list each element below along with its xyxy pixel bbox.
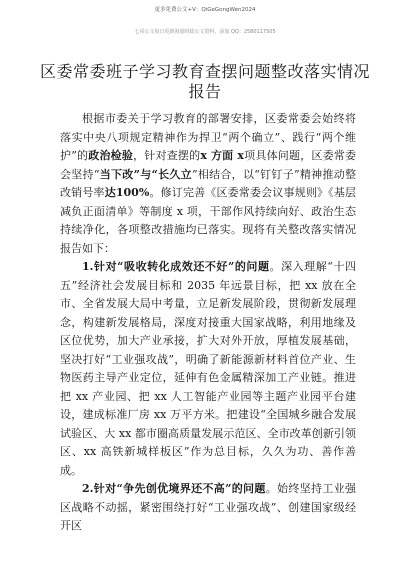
intro-bold-4: 达100% (104, 186, 150, 199)
intro-text-1: 根据市委关于学习教育的部署安排，区委常委会始终将落实中央八项规定精神作为捍卫“两个确立”、践行“两个维护”的 (60, 112, 356, 162)
top-note: 更多免费公文+V：QiGeGongWen2024 (154, 7, 256, 13)
section-1-text: 。深入理解“十四五”经济社会发展目标和 2035 年远景目标，把 xx 放在全市、全省发展大局中考量，立足新发展阶段，贯彻新发展理念，构建新发展格局，深度对接重大国家战略，利用地缘及区位优势，加大产业承接，扩大对外开放，厚植发展基础，坚决打好“工业强攻战”，明确了新能源新材料首位产业、生物医药主导产业定位，延伸有色金属精深加工产业链。推进把 xx 产业园、把 xx 人工智能产业园等主题产业园平台建设，建成标准厂房 xx 万平方米。把建设“全国城乡融合发展试验区、大 xx 都市圈高质量发展示范区、全市改革创新引领区、xx 高铁新城样板区”作为总目标，久久为功、善作善成。 (60, 260, 356, 477)
intro-bold-1: 政治检验 (88, 149, 134, 162)
section-1-paragraph (60, 258, 356, 480)
section-2-text: 。始终坚持工业强区战略不动摇，紧密围绕打好“工业强攻战”、创建国家级经开区 (60, 482, 357, 532)
document-title: 区委常委班子学习教育查摆问题整改落实情况报告 (40, 62, 371, 101)
intro-text-3: 项具体问题，区委常委会坚持“ (60, 149, 357, 181)
document-body (60, 110, 356, 536)
intro-text-5: 。修订完善《区委常委会议事规则》《基层减负正面清单》等制度 x 项，干部作风持续向好、政治生态持续净化，各项整改措施均已落实。现将有关整改落实情况报告如下： (60, 186, 357, 255)
intro-text-4: ”相结合，以“钉钉子”精神推动整改销号率 (60, 167, 357, 199)
intro-bold-3: 当下改”与“长久立 (99, 167, 192, 181)
intro-bold-2: x 方面 x (200, 149, 244, 162)
section-1-heading: 1.针对“吸收转化成效还不好”的问题 (82, 260, 270, 273)
intro-text-2: ，针对查摆的 (133, 149, 201, 162)
sub-note: 七哥公文每日更新海量时政公文资料，添加 QQ：2580117505 (134, 29, 276, 35)
section-2-heading: 2.针对“争先创优境界还不高”的问题 (82, 482, 266, 495)
section-2-paragraph (60, 480, 356, 536)
intro-paragraph (60, 110, 356, 258)
